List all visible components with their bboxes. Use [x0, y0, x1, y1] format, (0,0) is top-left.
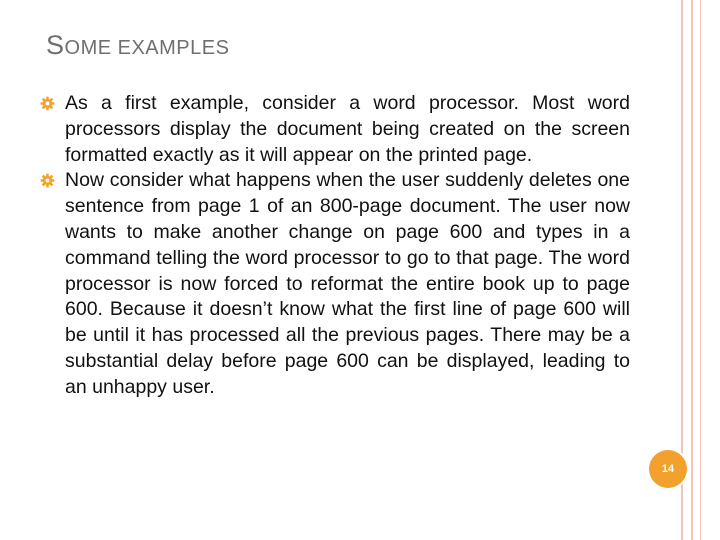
decorative-edge-line	[691, 0, 693, 540]
slide-title-rest: OME EXAMPLES	[64, 37, 230, 59]
bullet-text: Now consider what happens when the user suddenly deletes one sentence from page 1 of an 800-page document. The user now wants to make another change on page 600 and types in a command telling the word processor to go to that page. The word processor is now forced to reformat the entire book up to page 600. Because it doesn’t know what the first line of page 600 will be until it has processed all the previous pages. There may be a substantial delay before page 600 can be displayed, leading to an unhappy user.	[65, 169, 630, 398]
bullet-text: As a first example, consider a word processor. Most word processors display the document being created on the screen formatted exactly as it will appear on the printed page.	[65, 92, 630, 166]
gear-bullet-icon	[40, 96, 55, 111]
decorative-edge-line	[700, 0, 701, 540]
slide-title	[46, 30, 229, 61]
bullet-list	[40, 91, 630, 401]
page-number-badge: 14	[649, 450, 687, 488]
bullet-item	[40, 168, 630, 400]
bullet-item	[40, 91, 630, 168]
slide-title-first-letter: S	[46, 30, 65, 60]
gear-bullet-icon	[40, 173, 55, 188]
